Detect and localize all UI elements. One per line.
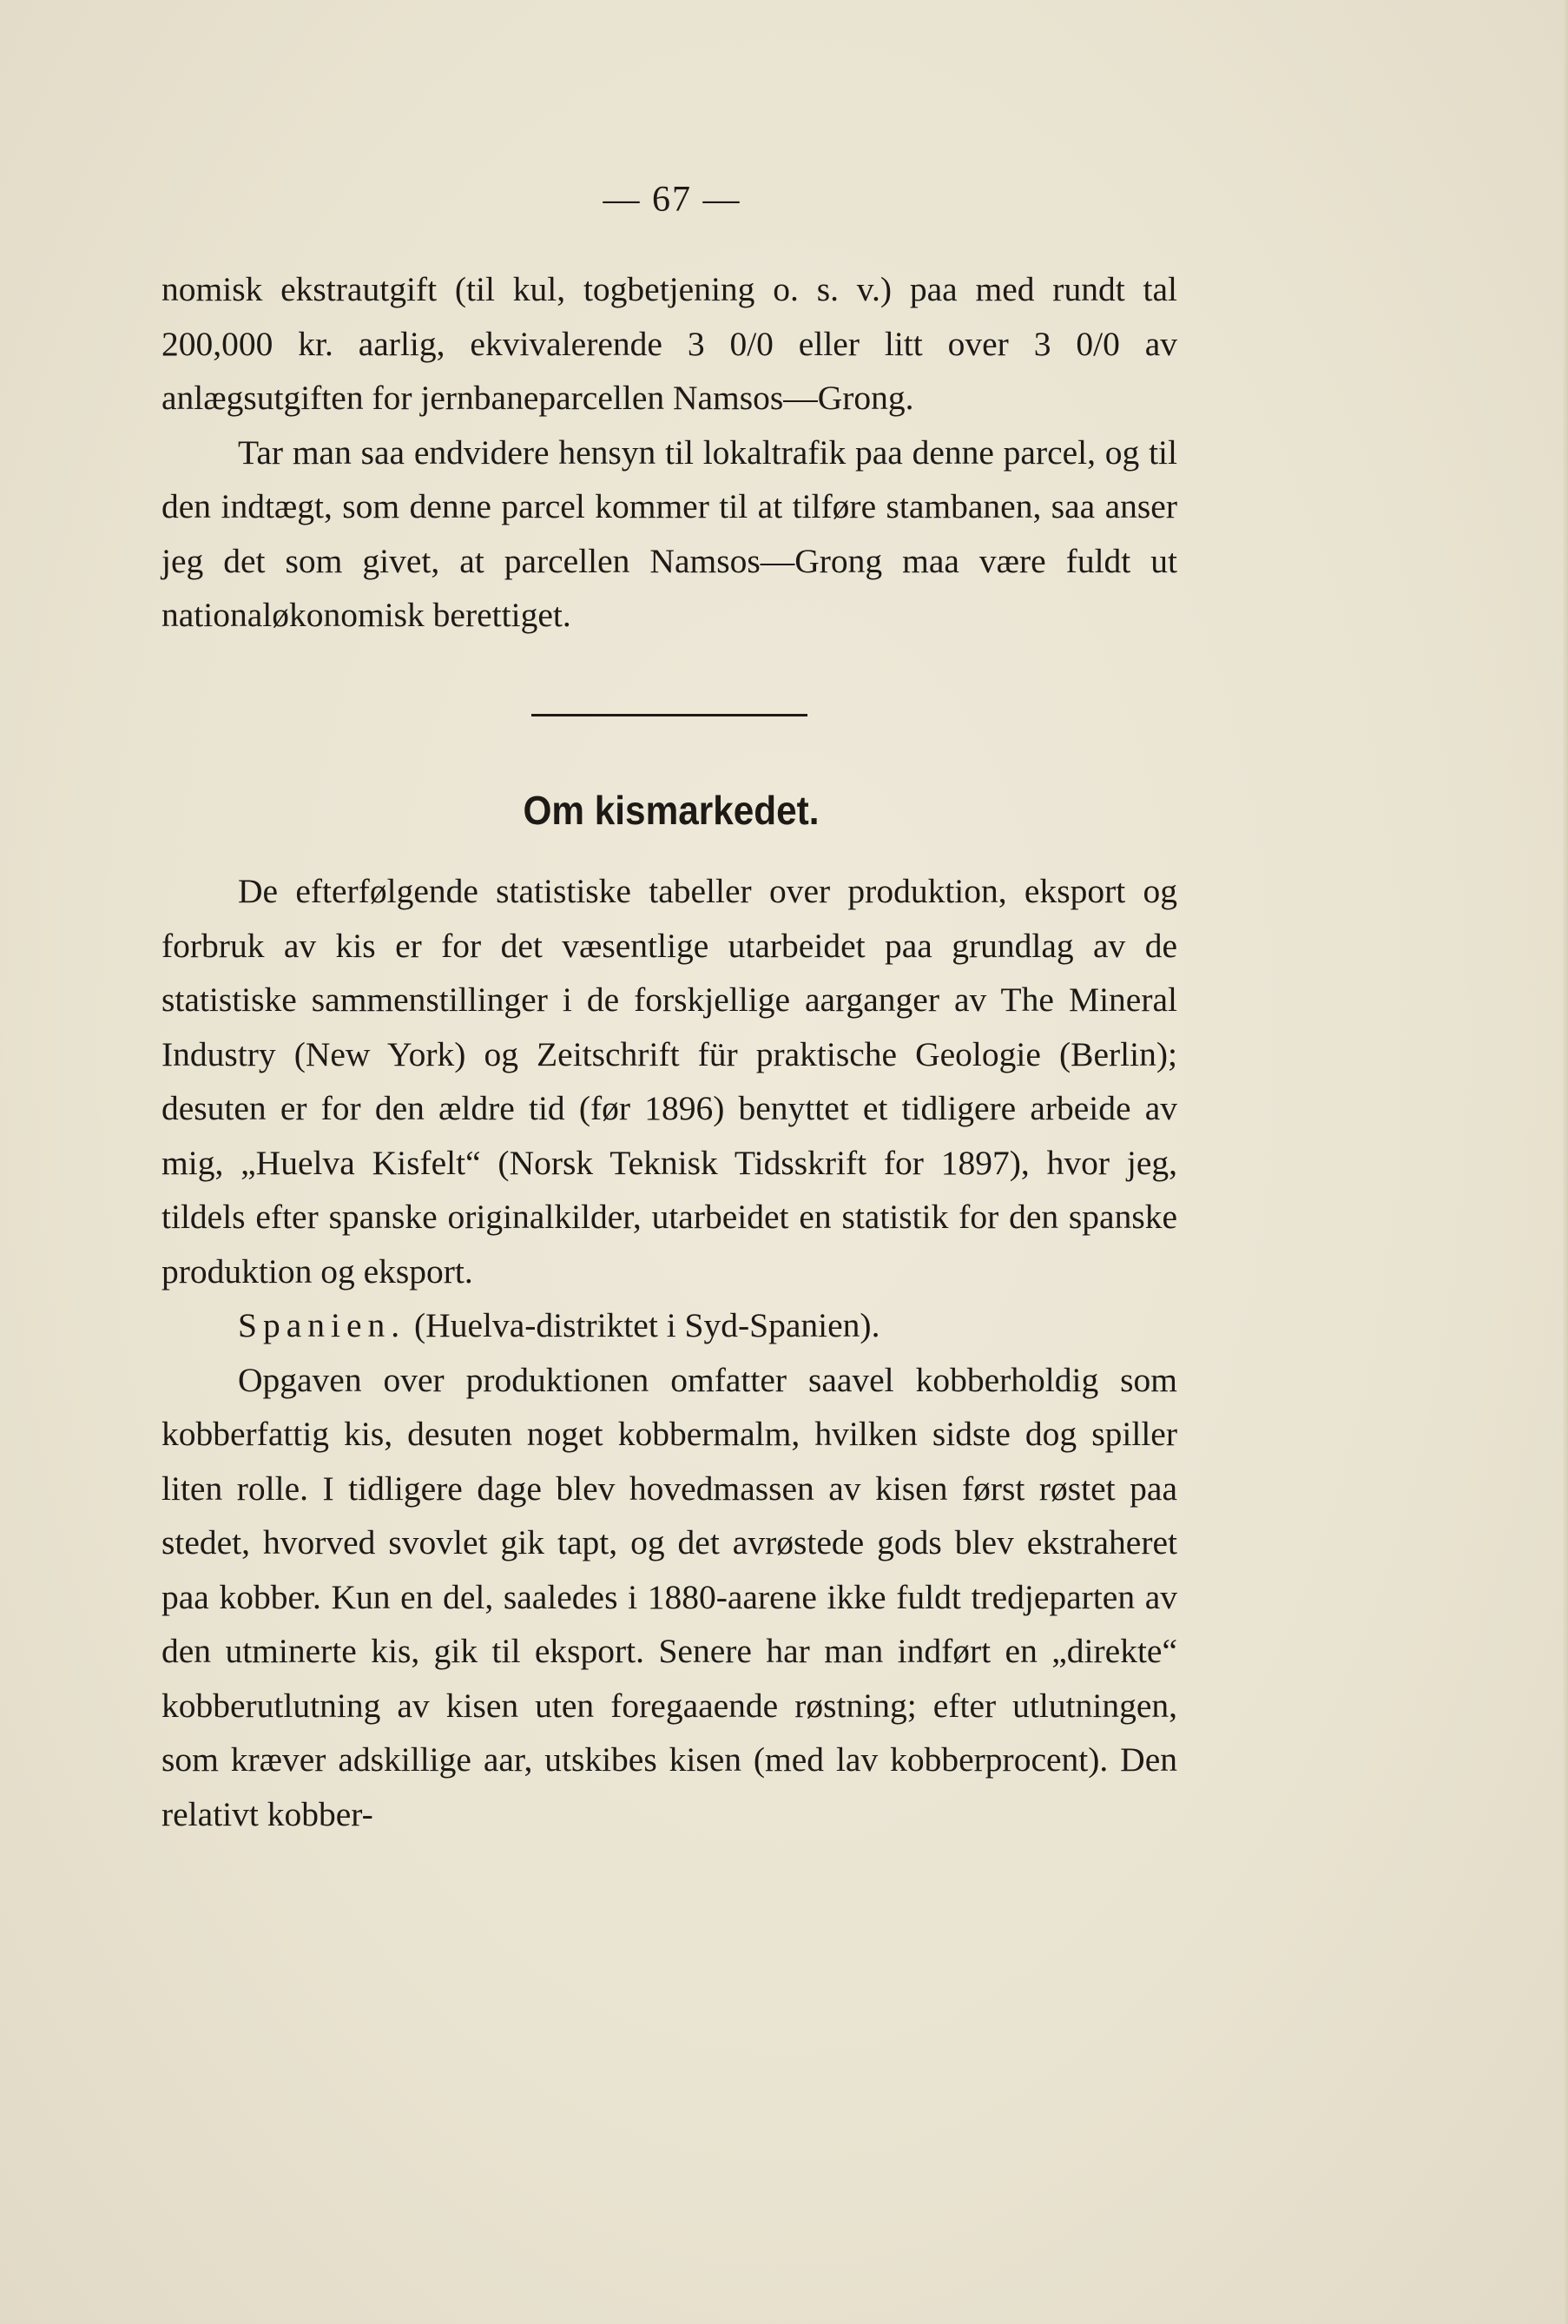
- page-edge: [1563, 0, 1568, 2324]
- paragraph-intro: De efterfølgende statistiske tabeller over produktion, eksport og forbruk av kis er for det væsentlige utarbeidet paa grundlag av de statistiske sammenstillinger i de forskjellige aarganger av The Mineral Industry (New York) og Zeitschrift für praktische Geologie (Berlin); desuten er for den ældre tid (før 1896) benyttet et tidligere arbeide av mig, „Huelva Kisfelt“ (Norsk Teknisk Tidsskrift for 1897), hvor jeg, tildels efter spanske originalkilder, utarbeidet en statistik for den spanske produktion og eksport.: [161, 872, 1177, 1291]
- paragraph-lokaltrafik: Tar man saa endvidere hensyn til lokaltrafik paa denne parcel, og til den indtægt, som denne parcel kommer til at tilføre stambanen, saa anser jeg det som givet, at parcellen Namsos—Grong maa være fuldt ut nationaløkonomisk berettiget.: [161, 432, 1177, 634]
- text-block-top: [161, 262, 1177, 643]
- section-title: Om kismarkedet.: [523, 788, 820, 833]
- subsection-line: [161, 1298, 1177, 1353]
- paragraph-produktion: Opgaven over produktionen omfatter saavel kobberholdig som kobberfattig kis, desuten noget kobbermalm, hvilken sidste dog spiller liten rolle. I tidligere dage blev hovedmassen av kisen først røstet paa stedet, hvorved svovlet gik tapt, og det avrøstede gods blev ekstraheret paa kobber. Kun en del, saaledes i 1880-aarene ikke fuldt tredjeparten av den utminerte kis, gik til eksport. Senere har man indført en „direkte“ kobberutlutning av kisen uten foregaaende røstning; efter utlutningen, som kræver adskillige aar, utskibes kisen (med lav kobberprocent). Den relativt kobber-: [161, 1360, 1177, 1833]
- page-number: — 67 —: [603, 180, 741, 220]
- paragraph-continuation: nomisk ekstrautgift (til kul, togbetjening o. s. v.) paa med rundt tal 200,000 kr. aarlig, ekvivalerende 3 0/0 eller litt over 3 0/0 av anlægsutgiften for jernbaneparcellen Namsos—Grong.: [161, 270, 1177, 417]
- text-block-main: [161, 864, 1177, 1841]
- subsection-heading: Spanien.: [238, 1306, 406, 1344]
- section-divider: [531, 714, 807, 716]
- subsection-note: (Huelva-distriktet i Syd-Spanien).: [414, 1306, 880, 1344]
